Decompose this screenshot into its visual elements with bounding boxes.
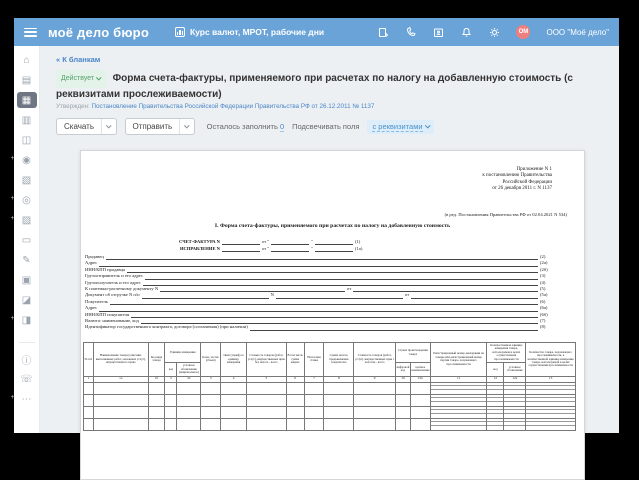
field-number: (6а) [540,305,548,311]
analytics-icon: ▧ [21,174,32,186]
page-title: Действует Форма счета-фактуры, применяемого при расчетах по налогу на добавленную стоимость (с реквизитами прослеживаемости) [56,70,614,102]
column-number-cell: 12 [487,376,504,382]
column-number-cell: 1 [84,376,94,382]
send-dropdown[interactable] [179,119,194,134]
table-header-cell: Наименование товара (описание выполненных работ, оказанных услуг), имущественного права [93,343,148,377]
highlight-fields-label: Подсвечивать поля [292,122,360,131]
field-number: (4) [540,279,546,285]
field-number: (1) [354,239,361,244]
field-text: от [404,292,410,298]
table-cell [165,382,177,394]
field-label: Документ об отгрузке N п/п [85,292,140,298]
table-cell [396,406,411,418]
field-text: N [270,292,274,298]
column-number-cell: 10 [396,376,411,382]
table-cell [430,406,487,418]
column-number-cell: 6 [286,376,304,382]
field-label: Идентификатор государственного контракта, договора (соглашения) (при наличии) [85,324,248,330]
field-label: Грузополучатель и его адрес [85,279,141,285]
table-header-cell: Регистрационный номер декларации на товары или регистрационный номер партии товара, подлежащего прослеживаемости [430,343,487,377]
table-header-cell: Цена (тариф) за единицу измерения [221,343,247,377]
table-cell [93,418,148,430]
documents-icon: ◫ [21,134,32,146]
field-number: (1а) [354,246,363,251]
table-cell [526,382,576,394]
table-cell [304,418,324,430]
add-icon[interactable]: + [10,215,15,222]
table-cell [526,418,576,430]
support-icon: ☏ [20,373,33,385]
edit-document-icon: ✎ [22,254,31,266]
table-cell [221,418,247,430]
appendix-line: Приложение N 1 [516,167,552,172]
table-row [84,418,576,430]
table-cell [221,382,247,394]
table-header-cell: Количественная единица измерения товара, используемая в целях осуществления прослеживаемости [487,343,526,363]
table-cell [84,418,94,430]
table-header-cell: № п/п [84,343,94,377]
reports-icon: ▦ [21,94,32,106]
table-header-subcell: краткое наименование [410,363,430,376]
sidebar-item-info[interactable] [17,351,37,367]
table-cell [84,394,94,406]
table-cell [84,382,94,394]
table-header-subcell: условное обозначение (национальное) [178,363,199,375]
settings-icon[interactable] [488,26,500,38]
sidebar-item-more[interactable] [10,391,37,407]
toolbar [56,118,434,135]
appendix-header [482,167,552,193]
field-label: Покупатель [85,298,108,304]
user-avatar[interactable]: ОМ [516,25,530,39]
form-title: I. Форма счета-фактуры, применяемого при расчетах по налогу на добавленную стоимость [214,223,451,229]
sidebar-item-reports[interactable] [17,92,37,108]
field-text: от " [261,239,270,244]
table-cell [304,406,324,418]
field-number: (2) [540,254,546,259]
table-cell [286,394,304,406]
form-field [156,238,368,245]
document-page [80,150,585,480]
form-fields [85,254,553,331]
table-cell [354,394,396,406]
highlight-mode-dropdown[interactable]: с реквизитами [367,120,434,134]
sidebar-item-new-document[interactable] [10,212,37,228]
column-number-cell: 2 [165,376,177,382]
edition-note: (в ред. Постановления Правительства РФ от 02.04.2021 N 534) [444,212,567,217]
back-to-blanks-link[interactable]: « К бланкам [56,55,101,64]
table-cell [221,406,247,418]
approved-label: Утвержден: [56,103,90,110]
field-number: (5а) [540,292,548,298]
appendix-line: к постановлению Правительства [482,173,552,179]
sidebar-item-bookmarks[interactable] [17,292,37,308]
table-cell [201,382,221,394]
table-cell [504,418,526,430]
status-badge[interactable]: Действует [56,70,106,88]
field-label: ИНН/КПП покупателя [85,311,130,317]
trace-subline [526,402,575,406]
table-cell [148,406,165,418]
table-cell [148,418,165,430]
column-number-cell: 10а [410,376,430,382]
more-icon: ⋯ [21,393,32,405]
knowledge-icon: ▥ [21,114,32,126]
field-number: (7) [540,318,546,324]
table-cell [324,418,354,430]
table-cell [177,418,201,430]
trace-subline [504,402,525,406]
fill-line[interactable] [250,324,538,330]
download-button[interactable]: Скачать [56,118,117,135]
table-cell [504,382,526,394]
table-cell [148,382,165,394]
form-field [156,245,368,252]
field-text: " [311,246,314,251]
appendix-line: Российской Федерации [502,179,552,185]
sidebar-item-analytics[interactable] [17,172,37,188]
field-number: (2б) [540,266,548,272]
field-number: (6б) [540,311,548,317]
table-header-cell: Коли- чество (объем) [201,343,221,377]
add-icon[interactable]: + [10,155,15,162]
invoice-number-lines [156,238,368,252]
fill-line[interactable] [271,245,309,252]
download-dropdown[interactable] [101,119,116,134]
field-label: ИНН/КПП продавца [85,266,126,272]
table-cell [354,406,396,418]
table-cell [177,382,201,394]
table-cell [221,394,247,406]
table-cell [396,394,411,406]
chevron-down-icon [184,123,189,128]
table-cell [430,382,487,394]
column-number-cell: 13 [526,376,576,382]
field-number: (8) [540,324,546,330]
sidebar-item-archive[interactable] [17,232,37,248]
table-cell [93,382,148,394]
notifications-icon[interactable] [460,26,472,38]
rates-quick-link[interactable] [175,27,324,37]
sidebar-item-client-documents[interactable] [10,312,37,328]
table-cell [526,406,576,418]
table-cell [410,382,430,394]
trace-subline [504,414,525,418]
trace-subline [504,390,525,394]
fill-line[interactable] [315,238,353,245]
table-cell [286,382,304,394]
table-cell [504,406,526,418]
table-header-cell: Налоговая ставка [304,343,324,377]
invoice-table [83,342,576,431]
home-icon: ⌂ [23,54,30,66]
archive-icon: ▭ [21,234,32,246]
table-cell [410,394,430,406]
trace-subline [431,390,487,394]
staff-calendar-icon[interactable] [432,26,444,38]
trace-subline [487,426,503,430]
table-row [84,406,576,418]
app-logo[interactable]: моё дело бюро [48,24,149,40]
table-cell [487,394,504,406]
table-cell [410,406,430,418]
trace-subline [526,426,575,430]
table-header-cell: Стоимость товаров (работ, услуг), имущественных прав с налогом - всего [354,343,396,377]
appendix-line: от 26 декабря 2011 г. N 1137 [492,186,552,192]
table-header-subcell: код [487,363,504,376]
top-bar [14,18,619,46]
quick-link-label: Курс валют, МРОТ, рабочие дни [189,27,325,37]
table-header-cell: Сумма налога, предъявляемая покупателю [324,343,354,377]
column-number-cell: 2а [177,376,201,382]
column-number-cell: 1б [148,376,165,382]
table-header-subcell: условное обозначение [504,363,526,376]
table-row [84,394,576,406]
column-number-cell: 5 [246,376,286,382]
field-label: СЧЕТ-ФАКТУРА N [179,239,220,244]
table-cell [84,406,94,418]
column-number-cell: 11 [430,376,487,382]
header-row [84,343,576,363]
report-icon[interactable] [376,26,388,38]
trace-subline [526,414,575,418]
field-label: ИСПРАВЛЕНИЕ N [179,246,220,251]
column-number-cell: 9 [354,376,396,382]
menu-hamburger-icon[interactable] [24,28,37,37]
chevron-down-icon [425,123,430,128]
table-cell [504,394,526,406]
remaining-count[interactable]: 0 [279,122,285,131]
table-cell [324,406,354,418]
table-cell [246,418,286,430]
table-cell [246,382,286,394]
table-cell [201,394,221,406]
table-cell [396,418,411,430]
add-icon[interactable]: + [10,195,15,202]
table-header-subcell: цифровой код [396,363,411,376]
fill-line[interactable] [222,245,260,252]
table-cell [324,394,354,406]
field-label: Грузоотправитель и его адрес [85,273,143,279]
fill-line[interactable] [315,245,353,252]
field-number: (2а) [540,260,548,266]
sidebar-item-knowledge[interactable] [17,112,37,128]
new-document-icon: ▨ [21,214,32,226]
sidebar-item-staff-calendar[interactable] [17,272,37,288]
table-cell [246,394,286,406]
business-icon: ▤ [21,74,32,86]
table-cell [430,418,487,430]
column-number-cell: 3 [201,376,221,382]
chevron-down-icon [96,75,101,80]
phone-icon[interactable] [404,26,416,38]
employees-icon: ◉ [22,154,31,166]
table-header-cell: Страна происхождения товара [396,343,431,363]
field-text: от " [261,246,270,251]
table-cell [354,418,396,430]
field-label: Адрес [85,260,98,266]
sidebar-item-search[interactable] [10,192,37,208]
table-cell [430,394,487,406]
table-cell [324,382,354,394]
column-number-cell: 4 [221,376,247,382]
table-cell [410,418,430,430]
sidebar-item-business[interactable] [17,72,37,88]
table-header [84,343,576,377]
regulation-link[interactable]: Постановление Правительства Российской Федерации Правительства РФ от 26.12.2011 № 1137 [91,103,375,110]
send-button[interactable]: Отправить [125,118,195,135]
form-field [85,324,553,330]
trace-subline [504,426,525,430]
main-content [40,46,619,433]
add-icon[interactable]: + [10,315,15,322]
table-cell [148,394,165,406]
table-cell [487,418,504,430]
field-number: (3) [540,273,546,279]
field-label: Продавец [85,254,104,259]
trace-subline [431,414,487,418]
bar-chart-icon [175,27,185,37]
field-number: (5) [540,286,546,292]
field-label: Валюта: наименование, код [85,318,139,324]
table-cell [526,394,576,406]
sidebar-divider [19,342,35,343]
sidebar-item-documents[interactable] [17,132,37,148]
field-text: от [346,286,352,292]
sidebar-item-support[interactable] [17,371,37,387]
sidebar [10,46,40,433]
trace-subline [526,390,575,394]
staff-calendar-icon: ▣ [21,274,32,286]
top-bar-actions [376,25,609,39]
client-documents-icon: ◨ [21,314,32,326]
table-header-cell: Стоимость товаров (работ, услуг), имущественных прав без налога - всего [246,343,286,377]
table-cell [201,418,221,430]
table-cell [246,406,286,418]
table-cell [354,382,396,394]
bookmarks-icon: ◪ [21,294,32,306]
column-number-cell: 7 [304,376,324,382]
table-header-subcell: код [165,363,177,376]
info-icon: ⓘ [21,355,32,367]
table-header-cell: Единица измерения [165,343,201,363]
table-cell [396,382,411,394]
table-header-cell: Код вида товара [148,343,165,377]
approved-by-line [56,103,374,110]
fill-line[interactable] [271,238,309,245]
sidebar-item-employees[interactable] [10,152,37,168]
remaining-fields-text: Осталось заполнить 0 [206,122,285,131]
column-number-cell: 1а [93,376,148,382]
table-cell [487,382,504,394]
table-cell [165,394,177,406]
table-cell [93,394,148,406]
trace-subline [431,426,487,430]
table-cell [93,406,148,418]
column-number-cell: 12а [504,376,526,382]
table-cell [286,406,304,418]
sidebar-item-edit-document[interactable] [17,252,37,268]
table-cell [201,406,221,418]
trace-subline [487,414,503,418]
table-body [84,376,576,430]
table-row [84,382,576,394]
table-cell [304,394,324,406]
field-text: " [311,239,314,244]
trace-subline [487,390,503,394]
search-icon: ◎ [22,194,31,206]
table-cell [177,406,201,418]
fill-line[interactable] [222,238,260,245]
table-cell [165,406,177,418]
table-cell [286,418,304,430]
sidebar-item-home[interactable] [17,52,37,68]
column-number-cell: 8 [324,376,354,382]
field-label: К платежно-расчетному документу N [85,286,159,292]
table-header-cell: В том числе сумма акциза [286,343,304,377]
trace-subline [431,402,487,406]
chevron-down-icon [106,123,111,128]
table-cell [177,394,201,406]
table-header-cell: Количество товара, подлежащего прослеживаемости, в количественной единице измерения товара, используемой в целях осуществления прослеживаемости [526,343,576,377]
app-window [10,18,619,433]
trace-subline [487,402,503,406]
table-cell [165,418,177,430]
add-icon[interactable]: + [10,394,15,401]
field-number: (6) [540,298,546,304]
company-name[interactable]: ООО "Моё дело" [546,27,609,37]
table-cell [487,406,504,418]
table-cell [304,382,324,394]
field-label: Адрес [85,305,98,311]
